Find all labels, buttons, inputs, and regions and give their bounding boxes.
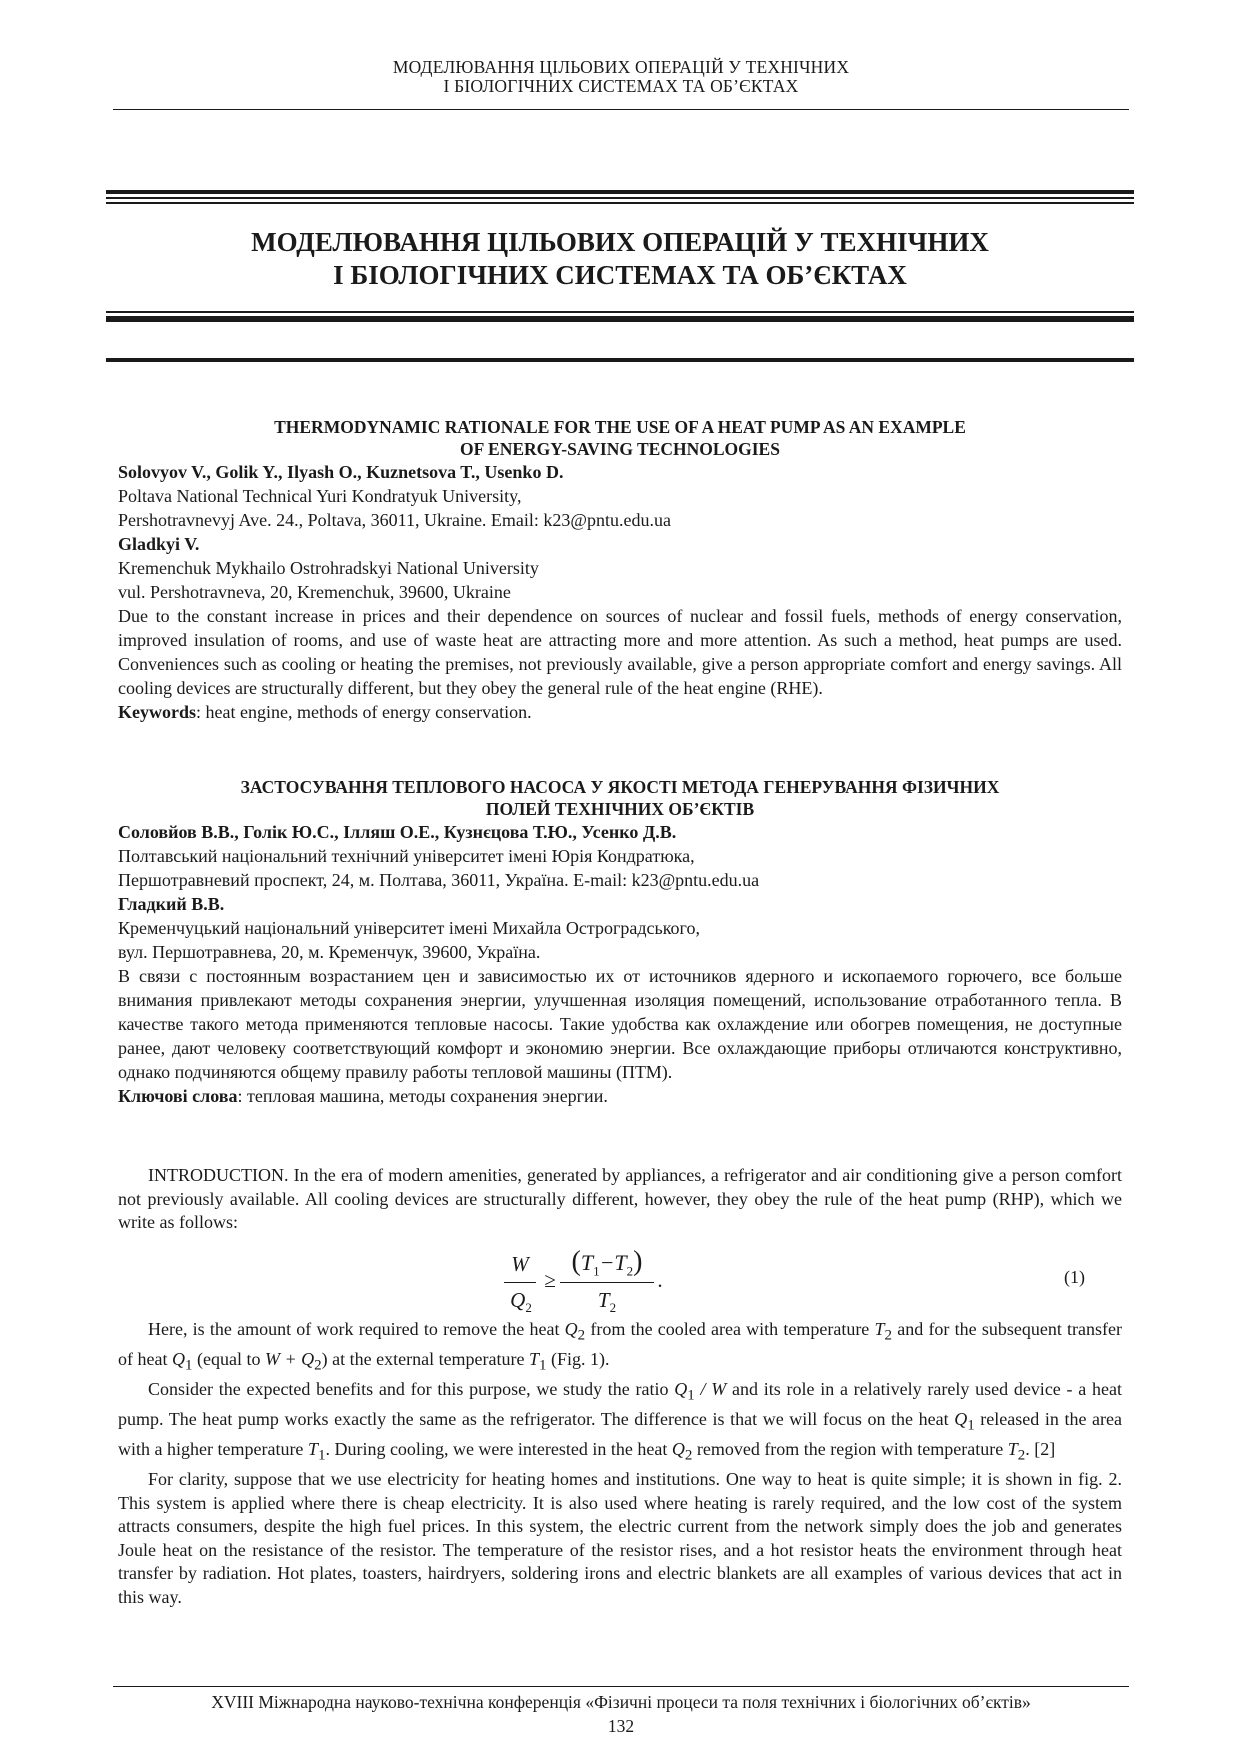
abstract-ua-title-line-2: ПОЛЕЙ ТЕХНІЧНИХ ОБ’ЄКТІВ [485, 799, 755, 819]
eq-fraction-bar-left [504, 1282, 536, 1283]
p3-part-d: . During cooling, we were interested in the heat [325, 1439, 672, 1460]
eq-t2-letter: T [597, 1288, 610, 1312]
section-title [106, 226, 1134, 292]
abstract-ua-title [118, 776, 1122, 820]
affiliation-ua-1-line-2: Першотравневий проспект, 24, м. Полтава, 36011, Україна. E-mail: k23@pntu.edu.ua [118, 870, 760, 890]
section-middle-rule [106, 308, 1134, 322]
abstract-ua-text: В связи с постоянным возрастанием цен и зависимостью их от источников ядерного и ископаемого горючего, все больше внимания привлекают методы сохранения энергии, улучшенная изоляция помещений, использование отработанного тепла. В качестве такого метода применяются тепловые насосы. Такие удобства как охлаждение или обогрев помещения, не доступные ранее, дают человеку соответствующий комфорт и экономию энергии. Все охлаждающие приборы отличаются конструктивно, однако подчиняются общему правилу работы тепловой машины (ПТМ). [118, 966, 1122, 1082]
eq-denominator-t2 [560, 1288, 654, 1316]
running-head [113, 58, 1129, 96]
equation-1 [500, 1238, 680, 1328]
p3-t1-letter: T [307, 1439, 318, 1460]
authors-ua-2: Гладкий В.В. [118, 894, 225, 914]
p3-q1-sub: 1 [967, 1417, 975, 1434]
page-footer [113, 1690, 1129, 1738]
running-head-line-2: І БІОЛОГІЧНИХ СИСТЕМАХ ТА ОБ’ЄКТАХ [443, 76, 799, 96]
p3-q2-sub: 2 [684, 1447, 693, 1464]
p2-part-e: ) at the external temperature [321, 1349, 530, 1370]
p2-part-c: and for the subsequent transfer of heat [118, 1319, 1123, 1370]
eq-numerator-diff [558, 1246, 656, 1279]
ratio-rest: / W [694, 1379, 727, 1400]
keywords-ua [118, 1084, 1122, 1108]
q1-sub: 1 [184, 1357, 193, 1374]
abstract-ua-title-line-1: ЗАСТОСУВАННЯ ТЕПЛОВОГО НАСОСА У ЯКОСТІ МЕТОДА ГЕНЕРУВАННЯ ФІЗИЧНИХ [240, 777, 1000, 797]
abstract-en-title-line-2: OF ENERGY-SAVING TECHNOLOGIES [460, 439, 780, 459]
p3-q2-letter: Q [671, 1439, 685, 1460]
authors-en-1: Solovyov V., Golik Y., Ilyash O., Kuznetsova T., Usenko D. [118, 462, 564, 482]
running-head-line-1: МОДЕЛЮВАННЯ ЦІЛЬОВИХ ОПЕРАЦІЙ У ТЕХНІЧНИХ [392, 57, 850, 77]
p2-part-f: (Fig. 1). [546, 1349, 610, 1370]
eq-geq-sign: ≥ [544, 1268, 556, 1292]
abstract-en [118, 416, 1122, 724]
t2-letter: T [874, 1319, 885, 1339]
eq-period: . [657, 1268, 663, 1292]
eq-t1-letter: T [580, 1250, 594, 1275]
footer-rule [113, 1686, 1129, 1687]
authors-en-2: Gladkyi V. [118, 534, 200, 554]
affiliation-ua-2-line-2: вул. Першотравнева, 20, м. Кременчук, 39600, Україна. [118, 942, 541, 962]
p3-q1-letter: Q [954, 1409, 968, 1430]
affiliation-en-1-line-2: Pershotravnevyj Ave. 24., Poltava, 36011, Ukraine. Email: k23@pntu.edu.ua [118, 510, 671, 530]
p3-part-b: and its role in a relatively rarely used device - a heat pump. The heat pump works exactly the same as the refrigerator. The difference is that we will focus on the heat [118, 1379, 1122, 1430]
keywords-en-text: : heat engine, methods of energy conservation. [196, 702, 532, 722]
p3-t1-sub: 1 [317, 1447, 326, 1464]
p2-part-a: Here, is the amount of work required to remove the heat [148, 1319, 565, 1339]
p3-part-c: released in the area with a higher temperature [118, 1409, 1122, 1460]
intro-paragraph [118, 1164, 1122, 1235]
keywords-ua-label: Ключові слова [118, 1086, 238, 1106]
abstract-en-title [118, 416, 1122, 460]
conference-name: XVIII Міжнародна науково-технічна конференція «Фізичні процеси та поля технічних і біологічних об’єктів» [211, 1692, 1031, 1712]
w-letter: W [264, 1349, 280, 1370]
header-rule [113, 109, 1129, 110]
t1-sub: 1 [539, 1357, 547, 1374]
eq-numerator-w: W [511, 1252, 529, 1276]
authors-ua-1: Соловйов В.В., Голік Ю.С., Ілляш О.Е., Кузнєцова Т.Ю., Усенко Д.В. [118, 822, 677, 842]
abstract-ua [118, 776, 1122, 1108]
p3-part-e: removed from the region with temperature [692, 1439, 1008, 1460]
keywords-en [118, 700, 1122, 724]
eq-t2-sub-num: 2 [626, 1263, 634, 1279]
abstract-en-title-line-1: THERMODYNAMIC RATIONALE FOR THE USE OF A HEAT PUMP AS AN EXAMPLE [274, 417, 966, 437]
p3-t2-sub: 2 [1017, 1447, 1026, 1464]
section-title-line-1: МОДЕЛЮВАННЯ ЦІЛЬОВИХ ОПЕРАЦІЙ У ТЕХНІЧНИХ [251, 227, 989, 257]
eq-q2-letter: Q [510, 1288, 526, 1312]
keywords-ua-text: : тепловая машина, методы сохранения энергии. [237, 1086, 608, 1106]
p3-part-f: . [2] [1025, 1439, 1056, 1460]
ratio-sub: 1 [687, 1387, 695, 1404]
section-top-rule [106, 190, 1134, 204]
eq-paren-left: ( [571, 1246, 581, 1277]
abstract-en-text: Due to the constant increase in prices and their dependence on sources of nuclear and fossil fuels, methods of energy conservation, improved insulation of rooms, and use of waste heat are attracting more and more attention. As such a method, heat pumps are used. Conveniences such as cooling or heating the premises, not previously available, give a person appropriate comfort and energy savings. All cooling devices are structurally different, but they obey the general rule of the heat engine (RHE). [118, 606, 1122, 698]
p3-part-a: Consider the expected benefits and for this purpose, we study the ratio [148, 1379, 675, 1400]
paragraph-consider [118, 1378, 1122, 1468]
page-number: 132 [607, 1716, 635, 1736]
plus-q-sub: 2 [314, 1357, 322, 1374]
section-bottom-rule [106, 358, 1134, 362]
p3-t2-letter: T [1007, 1439, 1018, 1460]
paragraph-here [118, 1318, 1122, 1378]
eq-t1-sub: 1 [593, 1263, 600, 1279]
p2-part-b: from the cooled area with temperature [585, 1319, 875, 1339]
plus-q: + Q [279, 1349, 315, 1370]
eq-q2-sub: 2 [525, 1300, 532, 1316]
body-paragraphs [118, 1318, 1122, 1609]
keywords-en-label: Keywords [118, 702, 196, 722]
q1-letter: Q [171, 1349, 185, 1370]
t1-letter: T [529, 1349, 540, 1370]
ratio-q: Q [674, 1379, 688, 1400]
eq-denominator-q2 [504, 1288, 538, 1316]
equation-number: (1) [1064, 1267, 1085, 1287]
p2-part-d: (equal to [192, 1349, 265, 1370]
intro-text: INTRODUCTION. In the era of modern amenities, generated by appliances, a refrigerator and air conditioning give a person comfort not previously available. All cooling devices are structurally different, however, they obey the rule of the heat pump (RHP), which we write as follows: [118, 1165, 1122, 1232]
section-title-line-2: І БІОЛОГІЧНИХ СИСТЕМАХ ТА ОБ’ЄКТАХ [333, 260, 907, 290]
eq-t2-sub: 2 [609, 1300, 617, 1316]
affiliation-en-2-line-1: Kremenchuk Mykhailo Ostrohradskyi National University [118, 558, 539, 578]
affiliation-en-1-line-1: Poltava National Technical Yuri Kondratyuk University, [118, 486, 522, 506]
eq-minus-t2: −T [599, 1250, 627, 1275]
eq-fraction-bar-right [560, 1282, 654, 1283]
q2-sub: 2 [577, 1327, 586, 1344]
affiliation-en-2-line-2: vul. Pershotravneva, 20, Kremenchuk, 39600, Ukraine [118, 582, 511, 602]
eq-paren-right: ) [633, 1246, 643, 1277]
affiliation-ua-1-line-1: Полтавський національний технічний університет імені Юрія Кондратюка, [118, 846, 695, 866]
affiliation-ua-2-line-1: Кременчуцький національний університет імені Михайла Остроградського, [118, 918, 700, 938]
t2-sub: 2 [884, 1327, 893, 1344]
q2-letter: Q [564, 1319, 578, 1339]
paragraph-clarity: For clarity, suppose that we use electricity for heating homes and institutions. One way to heat is quite simple; it is shown in fig. 2. This system is applied where there is cheap electricity. It is also used where heating is rarely required, and the low cost of the system attracts consumers, despite the high fuel prices. In this system, the electric current from the network simply does the job and generates Joule heat on the resistance of the resistor. The temperature of the resistor rises, and a hot resistor heats the environment through heat transfer by radiation. Hot plates, toasters, hairdryers, soldering irons and electric blankets are all examples of various devices that act in this way. [118, 1469, 1122, 1607]
